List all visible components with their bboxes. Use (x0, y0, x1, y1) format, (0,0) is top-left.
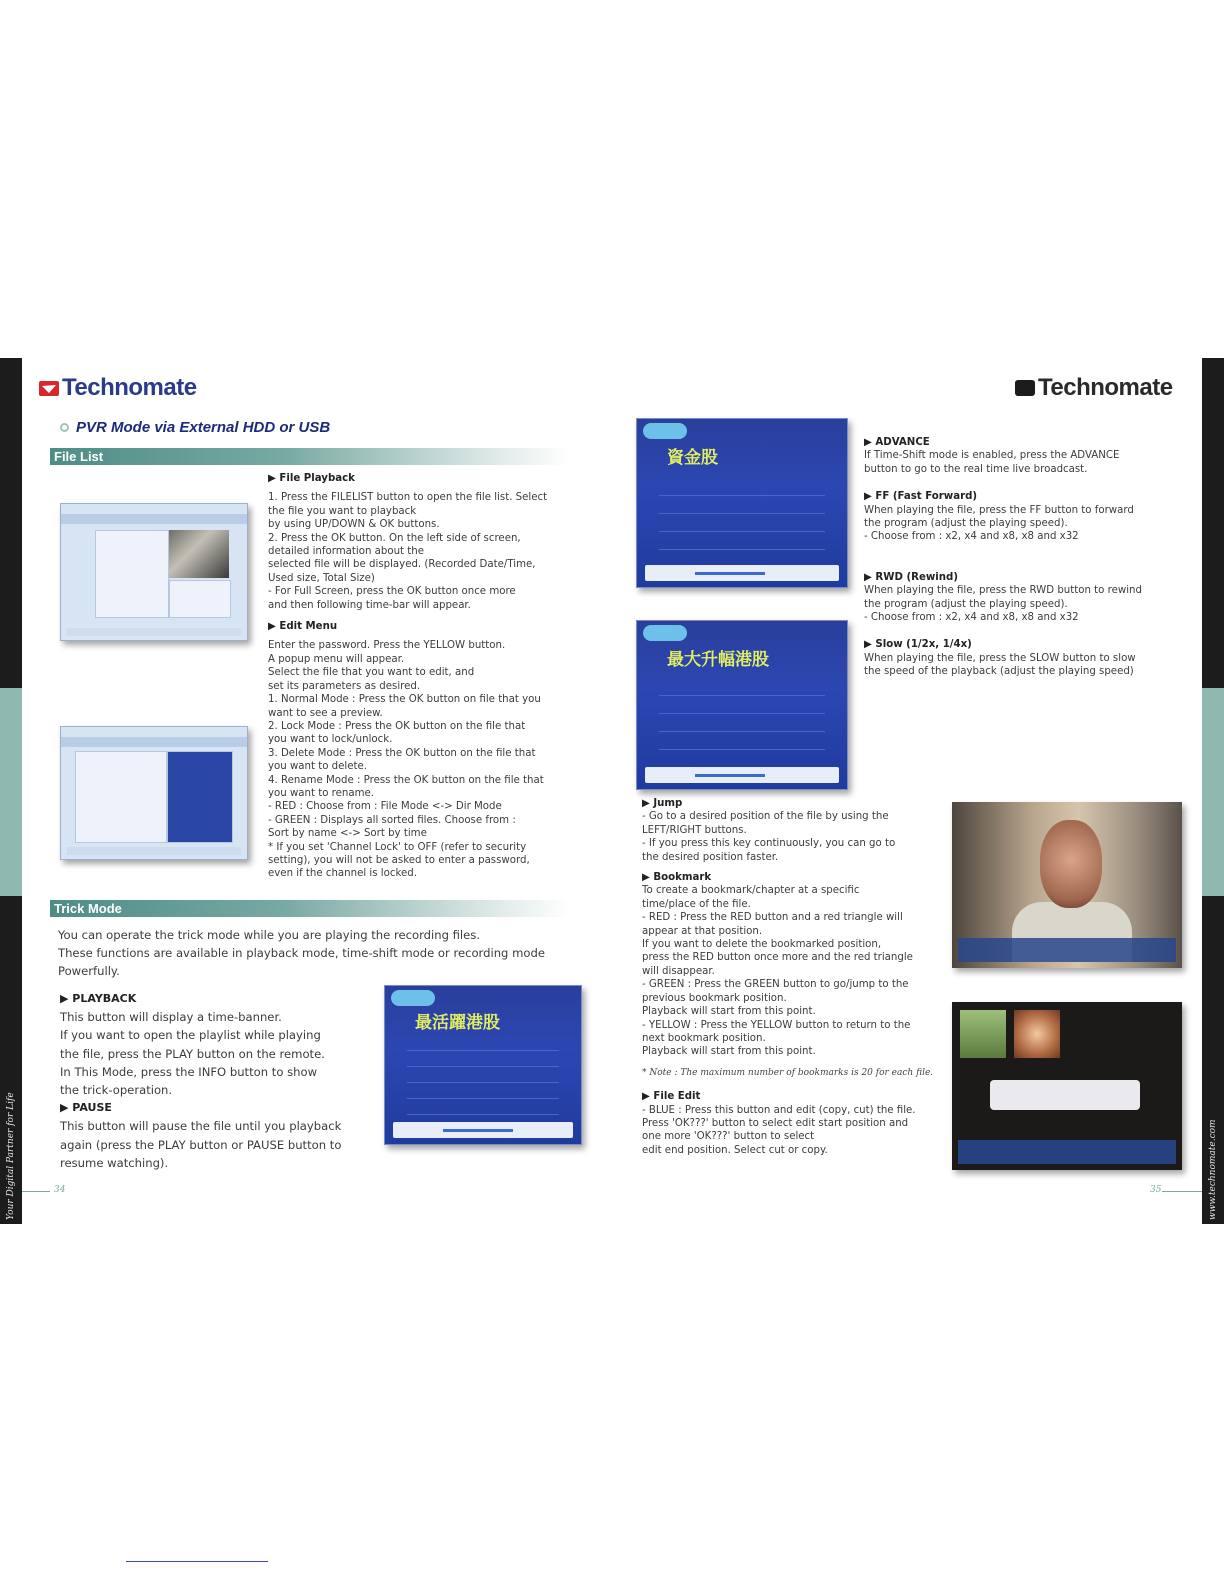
text-line: This button will pause the file until you playback (60, 1119, 342, 1134)
brand-logo-right (1014, 374, 1173, 402)
text-line: - If you press this key continuously, you can go to (642, 838, 896, 850)
text-line: set its parameters as desired. (268, 680, 421, 692)
file-edit-heading: ▶ File Edit (642, 1091, 701, 1103)
text-line: time/place of the file. (642, 898, 751, 910)
text-line: edit end position. Select cut or copy. (642, 1144, 828, 1156)
tv-title: 最活躍港股 (415, 1013, 500, 1032)
playback-tv-screenshot (384, 985, 582, 1145)
rwd-heading: ▶ RWD (Rewind) (864, 571, 958, 583)
bookmark-heading: ▶ Bookmark (642, 872, 712, 884)
brand-logo-icon (38, 376, 60, 398)
text-line: When playing the file, press the SLOW button to slow (864, 652, 1136, 664)
text-line: To create a bookmark/chapter at a specific (642, 885, 860, 897)
file-playback-heading: ▶ File Playback (268, 473, 355, 484)
text-line: LEFT/RIGHT buttons. (642, 824, 747, 836)
left-edge-accent (0, 688, 22, 896)
text-line: 2. Lock Mode : Press the OK button on the file that (268, 720, 526, 732)
text-line: the program (adjust the playing speed). (864, 598, 1068, 610)
edit-menu-screenshot (60, 726, 248, 860)
page-title: PVR Mode via External HDD or USB (76, 419, 331, 436)
text-line: the file, press the PLAY button on the remote. (60, 1046, 325, 1061)
speed-controls-block (864, 436, 1142, 679)
slow-heading: ▶ Slow (1/2x, 1/4x) (864, 639, 972, 651)
text-line: you want to lock/unlock. (268, 734, 393, 746)
playback-heading: ▶ PLAYBACK (60, 992, 137, 1005)
text-line: 2. Press the OK button. On the left side of screen, (268, 532, 521, 544)
text-line: If Time-Shift mode is enabled, press the ADVANCE (864, 450, 1120, 462)
text-line: When playing the file, press the FF button to forward (864, 504, 1134, 516)
text-line: 4. Rename Mode : Press the OK button on the file that (268, 774, 544, 786)
text-line: and then following time-bar will appear. (268, 599, 471, 611)
text-line: - Choose from : x2, x4 and x8, x8 and x32 (864, 531, 1079, 543)
file-list-screenshot (60, 503, 248, 641)
text-line: Used size, Total Size) (268, 572, 375, 584)
left-side-tagline: Your Digital Partner for Life (6, 1092, 16, 1220)
text-line: - Go to a desired position of the file by using the (642, 811, 889, 823)
advance-heading: ▶ ADVANCE (864, 437, 930, 448)
text-line: - BLUE : Press this button and edit (copy, cut) the file. (642, 1104, 916, 1116)
text-line: - RED : Choose from : File Mode <-> Dir Mode (268, 801, 502, 813)
bookmark-video-screenshot (952, 802, 1182, 968)
text-line: If you want to open the playlist while playing (60, 1028, 321, 1043)
text-line: will disappear. (642, 965, 715, 977)
text-line: When playing the file, press the RWD button to rewind (864, 585, 1142, 597)
pause-heading: ▶ PAUSE (60, 1101, 112, 1115)
text-line: In This Mode, press the INFO button to show (60, 1064, 318, 1079)
text-line: Powerfully. (58, 964, 120, 979)
text-line: * If you set 'Channel Lock' to OFF (refer to security (268, 841, 527, 853)
text-line: 1. Press the FILELIST button to open the file list. Select (268, 492, 548, 504)
text-line: the trick-operation. (60, 1083, 173, 1098)
tv-title: 最大升幅港股 (667, 650, 769, 669)
advance-tv-screenshot (636, 418, 848, 588)
text-line: You can operate the trick mode while you are playing the recording files. (58, 928, 480, 942)
page-number-left: 34 (54, 1185, 66, 1195)
text-line: the file you want to playback (268, 505, 417, 517)
text-line: button to go to the real time live broadcast. (864, 463, 1088, 475)
text-line: next bookmark position. (642, 1032, 766, 1044)
page-number-right: 35 (1150, 1185, 1162, 1195)
text-line: This button will display a time-banner. (60, 1010, 282, 1025)
brand-logo-icon (1014, 376, 1036, 398)
page-number-rule (22, 1191, 50, 1192)
text-line: you want to delete. (268, 761, 368, 773)
text-line: - RED : Press the RED button and a red triangle will (642, 912, 903, 924)
footer-rule (126, 1561, 268, 1562)
ff-heading: ▶ FF (Fast Forward) (864, 491, 978, 503)
text-line: by using UP/DOWN & OK buttons. (268, 519, 440, 531)
text-line: press the RED button once more and the red triangle (642, 952, 913, 964)
text-line: 1. Normal Mode : Press the OK button on file that you (268, 694, 541, 706)
text-line: the speed of the playback (adjust the playing speed) (864, 666, 1134, 678)
brand-name-left: Technomate (62, 374, 197, 401)
text-line: - For Full Screen, press the OK button once more (268, 586, 516, 598)
right-side-url: www.technomate.com (1208, 1119, 1218, 1220)
text-line: Select the file that you want to edit, and (268, 667, 475, 679)
text-line: one more 'OK???' button to select (642, 1131, 815, 1143)
text-line: selected file will be displayed. (Recorded Date/Time, (268, 559, 536, 571)
text-line: Enter the password. Press the YELLOW button. (268, 640, 506, 652)
right-edge-accent (1202, 688, 1224, 896)
text-line: even if the channel is locked. (268, 868, 417, 880)
section-header-file-list: File List (50, 448, 570, 465)
text-line: you want to rename. (268, 787, 375, 799)
right-edge-bar (1202, 358, 1224, 1224)
text-line: previous bookmark position. (642, 992, 787, 1004)
page-number-rule (1162, 1191, 1202, 1192)
text-line: These functions are available in playback mode, time-shift mode or recording mode (58, 946, 545, 961)
text-line: - YELLOW : Press the YELLOW button to return to the (642, 1019, 911, 1031)
text-line: Playback will start from this point. (642, 1046, 816, 1058)
text-line: Playback will start from this point. (642, 1006, 816, 1018)
edit-menu-heading: ▶ Edit Menu (268, 621, 338, 633)
text-line: detailed information about the (268, 546, 424, 558)
text-line: - GREEN : Press the GREEN button to go/jump to the (642, 979, 909, 991)
text-line: If you want to delete the bookmarked position, (642, 939, 882, 951)
file-playback-block (268, 472, 547, 881)
brand-logo-left (38, 374, 197, 402)
section-header-trick-mode: Trick Mode (50, 900, 570, 917)
title-bullet-icon (60, 423, 69, 432)
text-line: Sort by name <-> Sort by time (268, 828, 427, 840)
text-line: - Choose from : x2, x4 and x8, x8 and x32 (864, 612, 1079, 624)
text-line: A popup menu will appear. (268, 653, 405, 665)
text-line: - GREEN : Displays all sorted files. Choose from : (268, 814, 516, 826)
text-line: setting), you will not be asked to enter a password, (268, 854, 530, 866)
navigation-block (642, 797, 933, 1157)
text-line: the program (adjust the playing speed). (864, 518, 1068, 530)
jump-heading: ▶ Jump (642, 798, 683, 809)
ff-rwd-tv-screenshot (636, 620, 848, 790)
tv-title: 資金股 (667, 448, 718, 467)
text-line: again (press the PLAY button or PAUSE button to (60, 1137, 342, 1152)
text-line: Press 'OK???' button to select edit start position and (642, 1117, 909, 1129)
text-line: want to see a preview. (268, 707, 383, 719)
text-line: 3. Delete Mode : Press the OK button on the file that (268, 747, 536, 759)
left-edge-bar (0, 358, 22, 1224)
text-line: appear at that position. (642, 925, 763, 937)
playback-pause-block (60, 990, 341, 1172)
text-line: the desired position faster. (642, 851, 779, 863)
trick-mode-intro (58, 926, 545, 981)
bookmark-note: * Note : The maximum number of bookmarks is 20 for each file. (642, 1067, 934, 1078)
file-edit-screenshot (952, 1002, 1182, 1170)
text-line: resume watching). (60, 1155, 169, 1170)
brand-name-right: Technomate (1038, 374, 1173, 401)
